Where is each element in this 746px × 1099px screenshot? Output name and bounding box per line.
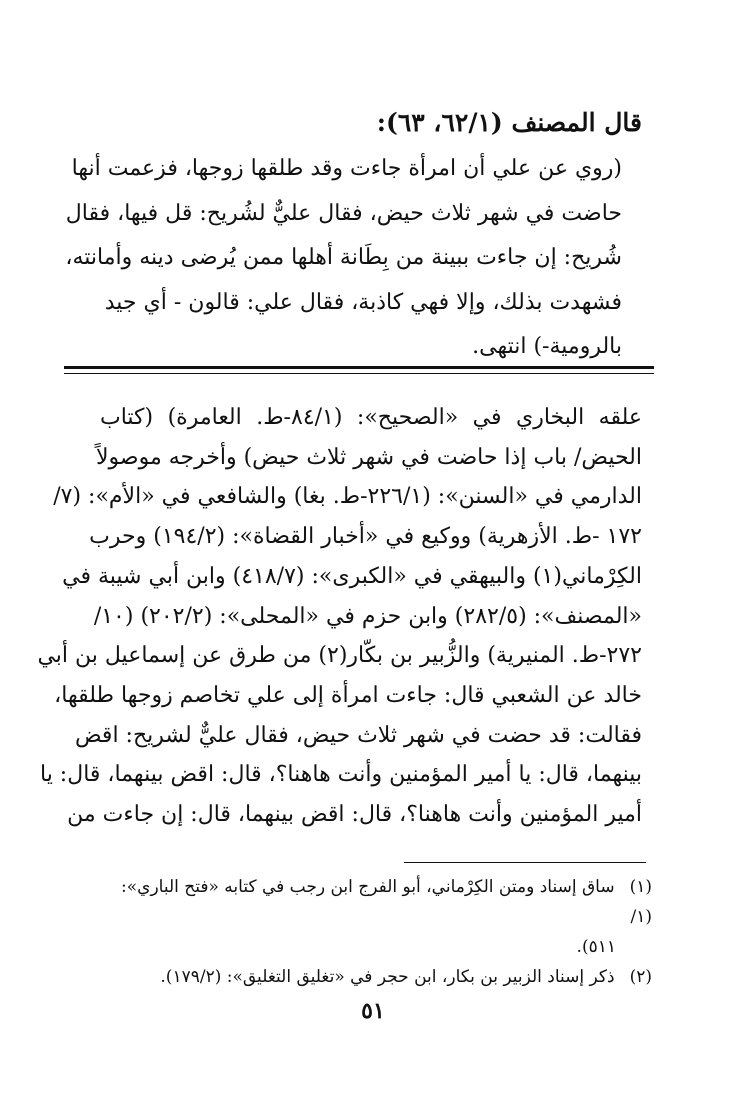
commentary-text	[37, 398, 642, 835]
quote-line: شُريح: إن جاءت ببينة من بِطَانة أهلها ممن يُرضى دينه وأمانته،	[65, 245, 622, 270]
body-line: خالد عن الشعبي قال: جاءت امرأة إلى علي تخاصم زوجها طلقها،	[54, 682, 642, 708]
footnotes	[98, 872, 652, 992]
section-divider	[64, 366, 654, 374]
body-line: ١٧٢ -ط. الأزهرية) ووكيع في «أخبار القضاة»: (١٩٤/٢) وحرب	[89, 524, 642, 550]
footnote-number: (١)	[629, 877, 652, 897]
quoted-text	[65, 147, 622, 370]
footnote-text: ساق إسناد ومتن الكِرْماني، أبو الفرج ابن رجب في كتابه «فتح الباري»: (١/	[121, 877, 652, 927]
body-line: فقالت: قد حضت في شهر ثلاث حيض، فقال عليٌّ لشريح: اقض	[74, 722, 642, 748]
footnote-divider	[404, 862, 646, 863]
body-line: بينهما، قال: يا أمير المؤمنين وأنت هاهنا؟، قال: اقض بينهما، قال: يا	[39, 762, 642, 788]
footnote-number: (٢)	[629, 967, 652, 987]
quote-line: حاضت في شهر ثلاث حيض، فقال عليٌّ لشُريح: قل فيها، فقال	[65, 200, 622, 226]
body-line: الكِرْماني(١) والبيهقي في «الكبرى»: (٤١٨/٧) وابن أبي شيبة في	[62, 563, 642, 589]
body-line: «المصنف»: (٢٨٢/٥) وابن حزم في «المحلى»: (٢٠٢/٢) (١٠/	[93, 603, 642, 629]
page-number: ٥١	[361, 998, 385, 1024]
body-line: الدارمي في «السنن»: (٢٢٦/١-ط. بغا) والشافعي في «الأم»: (٧/	[53, 484, 642, 510]
body-line: الحيض/ باب إذا حاضت في شهر ثلاث حيض) وأخرجه موصولاً	[95, 444, 642, 470]
footnote-2	[98, 962, 652, 992]
quote-line: بالرومية-) انتهى.	[472, 334, 622, 359]
quote-line: فشهدت بذلك، وإلا فهي كاذبة، فقال علي: قالون - أي جيد	[104, 289, 622, 315]
footnote-text: ذكر إسناد الزبير بن بكار، ابن حجر في «تغليق التغليق»: (١٧٩/٢).	[160, 967, 615, 987]
section-heading: قال المصنف (٦٢/١، ٦٣):	[376, 108, 642, 137]
quote-line: (روي عن علي أن امرأة جاءت وقد طلقها زوجها، فزعمت أنها	[71, 156, 622, 181]
body-line: ٢٧٢-ط. المنيرية) والزُّبير بن بكّار(٢) من طرق عن إسماعيل بن أبي	[37, 643, 642, 669]
body-line: أمير المؤمنين وأنت هاهنا؟، قال: اقض بينهما، قال: إن جاءت من	[67, 802, 642, 828]
footnote-1	[98, 872, 652, 932]
body-line: علقه البخاري في «الصحيح»: (٨٤/١-ط. العامرة) (كتاب	[100, 405, 642, 430]
footnote-continuation: ٥١١).	[576, 937, 616, 957]
